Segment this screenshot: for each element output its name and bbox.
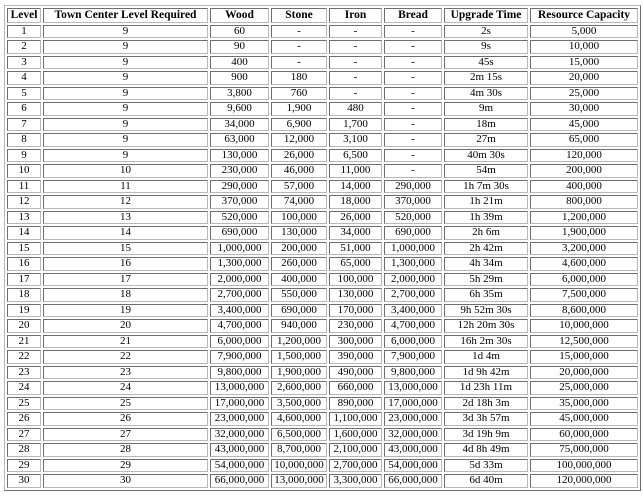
table-cell: 13,000,000 xyxy=(210,381,269,395)
table-cell: 45s xyxy=(444,56,528,70)
table-cell: 9,800,000 xyxy=(210,366,269,380)
header-row xyxy=(7,8,638,23)
table-row xyxy=(7,195,638,209)
table-cell: 12,500,000 xyxy=(530,335,638,349)
table-cell: - xyxy=(329,56,382,70)
table-row xyxy=(7,56,638,70)
table-cell: 60,000,000 xyxy=(530,428,638,442)
table-row xyxy=(7,71,638,85)
table-cell: 10,000 xyxy=(530,40,638,54)
table-cell: 9 xyxy=(43,87,208,101)
table-cell: 6,000,000 xyxy=(210,335,269,349)
table-cell: 20,000 xyxy=(530,71,638,85)
table-cell: 3,300,000 xyxy=(329,474,382,488)
column-header: Bread xyxy=(384,8,442,23)
table-cell: 2h 6m xyxy=(444,226,528,240)
table-cell: 43,000,000 xyxy=(210,443,269,457)
table-cell: 9 xyxy=(43,25,208,39)
table-cell: 28 xyxy=(43,443,208,457)
table-cell: 4 xyxy=(7,71,41,85)
column-header: Town Center Level Required xyxy=(43,8,208,23)
table-cell: 400,000 xyxy=(271,273,327,287)
table-cell: 6d 40m xyxy=(444,474,528,488)
table-cell: 5,000 xyxy=(530,25,638,39)
table-cell: 480 xyxy=(329,102,382,116)
table-cell: 1,000,000 xyxy=(210,242,269,256)
table-cell: 490,000 xyxy=(329,366,382,380)
table-cell: 2,000,000 xyxy=(210,273,269,287)
table-cell: 18 xyxy=(43,288,208,302)
table-cell: 230,000 xyxy=(329,319,382,333)
table-cell: 1h 39m xyxy=(444,211,528,225)
table-cell: 3,200,000 xyxy=(530,242,638,256)
table-cell: 2h 42m xyxy=(444,242,528,256)
table-cell: 130,000 xyxy=(329,288,382,302)
table-row xyxy=(7,149,638,163)
table-cell: 3,500,000 xyxy=(271,397,327,411)
table-body xyxy=(7,25,638,488)
table-cell: 4,700,000 xyxy=(210,319,269,333)
table-cell: 45,000 xyxy=(530,118,638,132)
column-header: Upgrade Time xyxy=(444,8,528,23)
table-cell: 65,000 xyxy=(530,133,638,147)
table-cell: 940,000 xyxy=(271,319,327,333)
table-cell: 3d 3h 57m xyxy=(444,412,528,426)
table-cell: 8 xyxy=(7,133,41,147)
table-cell: 1d 9h 42m xyxy=(444,366,528,380)
table-cell: 26 xyxy=(43,412,208,426)
table-row xyxy=(7,118,638,132)
table-cell: 1d 23h 11m xyxy=(444,381,528,395)
table-cell: 200,000 xyxy=(530,164,638,178)
table-cell: 760 xyxy=(271,87,327,101)
table-cell: 6 xyxy=(7,102,41,116)
table-cell: 45,000,000 xyxy=(530,412,638,426)
table-cell: 18,000 xyxy=(329,195,382,209)
table-cell: 9 xyxy=(43,149,208,163)
table-cell: 22 xyxy=(7,350,41,364)
table-row xyxy=(7,164,638,178)
table-cell: 690,000 xyxy=(210,226,269,240)
table-cell: 24 xyxy=(43,381,208,395)
table-cell: 12h 20m 30s xyxy=(444,319,528,333)
table-cell: 90 xyxy=(210,40,269,54)
table-cell: 66,000,000 xyxy=(384,474,442,488)
table-cell: 100,000 xyxy=(271,211,327,225)
table-cell: 370,000 xyxy=(210,195,269,209)
table-cell: 7 xyxy=(7,118,41,132)
table-cell: 1,100,000 xyxy=(329,412,382,426)
table-cell: 10 xyxy=(43,164,208,178)
table-cell: 4,600,000 xyxy=(271,412,327,426)
table-cell: 4h 34m xyxy=(444,257,528,271)
table-cell: 390,000 xyxy=(329,350,382,364)
table-cell: 230,000 xyxy=(210,164,269,178)
table-cell: 21 xyxy=(43,335,208,349)
table-cell: 15 xyxy=(43,242,208,256)
table-cell: 6,000,000 xyxy=(384,335,442,349)
table-cell: - xyxy=(329,71,382,85)
building-upgrade-table xyxy=(4,5,641,491)
table-cell: 2,700,000 xyxy=(384,288,442,302)
table-cell: 1,000,000 xyxy=(384,242,442,256)
table-cell: 9s xyxy=(444,40,528,54)
table-row xyxy=(7,180,638,194)
table-cell: 9m xyxy=(444,102,528,116)
table-cell: - xyxy=(329,40,382,54)
table-cell: - xyxy=(384,25,442,39)
table-cell: 300,000 xyxy=(329,335,382,349)
table-cell: 15,000 xyxy=(530,56,638,70)
table-cell: 23,000,000 xyxy=(210,412,269,426)
table-cell: 1h 21m xyxy=(444,195,528,209)
table-cell: 520,000 xyxy=(210,211,269,225)
table-cell: 120,000 xyxy=(530,149,638,163)
table-cell: 26,000 xyxy=(329,211,382,225)
table-cell: - xyxy=(384,118,442,132)
table-cell: 27 xyxy=(43,428,208,442)
table-cell: 34,000 xyxy=(329,226,382,240)
table-cell: 25 xyxy=(43,397,208,411)
table-cell: 34,000 xyxy=(210,118,269,132)
table-cell: 46,000 xyxy=(271,164,327,178)
table-cell: 13,000,000 xyxy=(271,474,327,488)
table-cell: 2s xyxy=(444,25,528,39)
table-cell: 5h 29m xyxy=(444,273,528,287)
table-cell: 10 xyxy=(7,164,41,178)
table-cell: 16 xyxy=(43,257,208,271)
table-cell: 1,900,000 xyxy=(530,226,638,240)
table-cell: 200,000 xyxy=(271,242,327,256)
table-cell: 17,000,000 xyxy=(210,397,269,411)
table-cell: 24 xyxy=(7,381,41,395)
column-header: Wood xyxy=(210,8,269,23)
table-cell: 4m 30s xyxy=(444,87,528,101)
table-cell: 60 xyxy=(210,25,269,39)
table-cell: 66,000,000 xyxy=(210,474,269,488)
table-cell: 7,500,000 xyxy=(530,288,638,302)
table-cell: 27m xyxy=(444,133,528,147)
table-cell: 30 xyxy=(7,474,41,488)
table-cell: 6,000,000 xyxy=(530,273,638,287)
table-cell: 1,900 xyxy=(271,102,327,116)
table-cell: 1,300,000 xyxy=(384,257,442,271)
table-cell: 2,600,000 xyxy=(271,381,327,395)
table-cell: 25,000,000 xyxy=(530,381,638,395)
table-cell: 6h 35m xyxy=(444,288,528,302)
table-cell: 17,000,000 xyxy=(384,397,442,411)
table-cell: 54,000,000 xyxy=(210,459,269,473)
table-cell: 1,900,000 xyxy=(271,366,327,380)
table-cell: 15,000,000 xyxy=(530,350,638,364)
table-row xyxy=(7,459,638,473)
table-cell: 15 xyxy=(7,242,41,256)
table-cell: 550,000 xyxy=(271,288,327,302)
table-cell: 2,000,000 xyxy=(384,273,442,287)
table-cell: 100,000,000 xyxy=(530,459,638,473)
table-cell: 25,000 xyxy=(530,87,638,101)
table-row xyxy=(7,25,638,39)
table-cell: - xyxy=(384,102,442,116)
table-cell: 19 xyxy=(7,304,41,318)
table-cell: 18m xyxy=(444,118,528,132)
table-row xyxy=(7,350,638,364)
table-cell: 290,000 xyxy=(210,180,269,194)
table-cell: 11 xyxy=(43,180,208,194)
table-cell: - xyxy=(384,87,442,101)
table-cell: - xyxy=(271,56,327,70)
table-cell: 130,000 xyxy=(271,226,327,240)
table-cell: 18 xyxy=(7,288,41,302)
table-cell: 800,000 xyxy=(530,195,638,209)
table-cell: 35,000,000 xyxy=(530,397,638,411)
table-cell: 6,900 xyxy=(271,118,327,132)
table-cell: 9 xyxy=(43,40,208,54)
table-cell: 26,000 xyxy=(271,149,327,163)
table-cell: 3,400,000 xyxy=(210,304,269,318)
column-header: Resource Capacity xyxy=(530,8,638,23)
table-cell: 690,000 xyxy=(384,226,442,240)
table-cell: 32,000,000 xyxy=(384,428,442,442)
table-cell: 23 xyxy=(43,366,208,380)
table-cell: 9 xyxy=(43,102,208,116)
table-cell: - xyxy=(384,133,442,147)
table-cell: 23,000,000 xyxy=(384,412,442,426)
table-row xyxy=(7,288,638,302)
table-cell: 3,400,000 xyxy=(384,304,442,318)
table-row xyxy=(7,273,638,287)
table-cell: 54,000,000 xyxy=(384,459,442,473)
table-cell: 660,000 xyxy=(329,381,382,395)
table-cell: 1 xyxy=(7,25,41,39)
table-cell: 51,000 xyxy=(329,242,382,256)
table-cell: 370,000 xyxy=(384,195,442,209)
table-cell: 32,000,000 xyxy=(210,428,269,442)
table-cell: - xyxy=(384,164,442,178)
table-cell: 54m xyxy=(444,164,528,178)
table-row xyxy=(7,133,638,147)
table-cell: 4,600,000 xyxy=(530,257,638,271)
table-cell: 100,000 xyxy=(329,273,382,287)
table-cell: 27 xyxy=(7,428,41,442)
table-cell: 12 xyxy=(43,195,208,209)
table-cell: 14 xyxy=(7,226,41,240)
table-row xyxy=(7,381,638,395)
table-row xyxy=(7,428,638,442)
table-cell: 12 xyxy=(7,195,41,209)
table-cell: - xyxy=(384,149,442,163)
table-cell: 20,000,000 xyxy=(530,366,638,380)
table-cell: 17 xyxy=(43,273,208,287)
table-cell: 13 xyxy=(7,211,41,225)
table-cell: 400,000 xyxy=(530,180,638,194)
table-row xyxy=(7,319,638,333)
table-cell: 3 xyxy=(7,56,41,70)
column-header: Iron xyxy=(329,8,382,23)
table-cell: 2,100,000 xyxy=(329,443,382,457)
table-cell: 120,000,000 xyxy=(530,474,638,488)
table-cell: 13,000,000 xyxy=(384,381,442,395)
table-row xyxy=(7,474,638,488)
table-row xyxy=(7,257,638,271)
table-cell: 3,800 xyxy=(210,87,269,101)
table-cell: 11,000 xyxy=(329,164,382,178)
table-cell: 9,600 xyxy=(210,102,269,116)
table-cell: 400 xyxy=(210,56,269,70)
table-cell: 170,000 xyxy=(329,304,382,318)
table-cell: 180 xyxy=(271,71,327,85)
table-row xyxy=(7,412,638,426)
table-cell: 890,000 xyxy=(329,397,382,411)
table-cell: 40m 30s xyxy=(444,149,528,163)
table-cell: 9h 52m 30s xyxy=(444,304,528,318)
table-cell: 14 xyxy=(43,226,208,240)
table-cell: 9 xyxy=(43,56,208,70)
table-cell: 28 xyxy=(7,443,41,457)
table-cell: 9 xyxy=(43,118,208,132)
table-cell: 16 xyxy=(7,257,41,271)
table-cell: - xyxy=(271,40,327,54)
table-cell: 65,000 xyxy=(329,257,382,271)
column-header: Stone xyxy=(271,8,327,23)
table-cell: 11 xyxy=(7,180,41,194)
table-cell: 30,000 xyxy=(530,102,638,116)
table-row xyxy=(7,226,638,240)
table-cell: 13 xyxy=(43,211,208,225)
table-cell: 3,100 xyxy=(329,133,382,147)
table-cell: - xyxy=(384,40,442,54)
table-cell: 12,000 xyxy=(271,133,327,147)
table-row xyxy=(7,87,638,101)
table-cell: 19 xyxy=(43,304,208,318)
table-cell: - xyxy=(271,25,327,39)
table-cell: 9 xyxy=(7,149,41,163)
table-cell: 1,200,000 xyxy=(530,211,638,225)
table-cell: 2,700,000 xyxy=(329,459,382,473)
table-cell: 3d 19h 9m xyxy=(444,428,528,442)
table-cell: 25 xyxy=(7,397,41,411)
table-row xyxy=(7,366,638,380)
table-cell: 6,500 xyxy=(329,149,382,163)
table-cell: 2 xyxy=(7,40,41,54)
table-cell: 23 xyxy=(7,366,41,380)
table-cell: 10,000,000 xyxy=(530,319,638,333)
table-cell: 5d 33m xyxy=(444,459,528,473)
table-cell: 29 xyxy=(43,459,208,473)
table-cell: 290,000 xyxy=(384,180,442,194)
table-cell: 260,000 xyxy=(271,257,327,271)
table-cell: 1,700 xyxy=(329,118,382,132)
table-cell: 21 xyxy=(7,335,41,349)
table-cell: 9 xyxy=(43,133,208,147)
table-cell: 63,000 xyxy=(210,133,269,147)
table-cell: - xyxy=(384,56,442,70)
table-cell: 4,700,000 xyxy=(384,319,442,333)
table-cell: 1,500,000 xyxy=(271,350,327,364)
table-cell: 520,000 xyxy=(384,211,442,225)
table-cell: 43,000,000 xyxy=(384,443,442,457)
table-cell: 690,000 xyxy=(271,304,327,318)
table-row xyxy=(7,397,638,411)
table-cell: 2,700,000 xyxy=(210,288,269,302)
table-cell: 20 xyxy=(43,319,208,333)
table-cell: 75,000,000 xyxy=(530,443,638,457)
table-cell: 130,000 xyxy=(210,149,269,163)
table-cell: 30 xyxy=(43,474,208,488)
table-cell: 8,700,000 xyxy=(271,443,327,457)
table-cell: 29 xyxy=(7,459,41,473)
table-cell: 74,000 xyxy=(271,195,327,209)
table-row xyxy=(7,102,638,116)
table-cell: 9,800,000 xyxy=(384,366,442,380)
table-cell: 7,900,000 xyxy=(384,350,442,364)
table-cell: 2m 15s xyxy=(444,71,528,85)
table-cell: 57,000 xyxy=(271,180,327,194)
table-row xyxy=(7,443,638,457)
table-cell: 900 xyxy=(210,71,269,85)
table-cell: 1h 7m 30s xyxy=(444,180,528,194)
column-header: Level xyxy=(7,8,41,23)
table-cell: - xyxy=(384,71,442,85)
table-row xyxy=(7,304,638,318)
table-cell: 2d 18h 3m xyxy=(444,397,528,411)
table-row xyxy=(7,211,638,225)
table-cell: 5 xyxy=(7,87,41,101)
table-cell: - xyxy=(329,25,382,39)
table-cell: 1,200,000 xyxy=(271,335,327,349)
table-cell: 9 xyxy=(43,71,208,85)
table-cell: 22 xyxy=(43,350,208,364)
table-cell: 6,500,000 xyxy=(271,428,327,442)
table-row xyxy=(7,335,638,349)
table-cell: 20 xyxy=(7,319,41,333)
table-cell: 1,600,000 xyxy=(329,428,382,442)
table-row xyxy=(7,242,638,256)
table-cell: 16h 2m 30s xyxy=(444,335,528,349)
table-cell: 26 xyxy=(7,412,41,426)
table-cell: - xyxy=(329,87,382,101)
table-cell: 8,600,000 xyxy=(530,304,638,318)
table-cell: 7,900,000 xyxy=(210,350,269,364)
table-cell: 1,300,000 xyxy=(210,257,269,271)
table-cell: 4d 8h 49m xyxy=(444,443,528,457)
table-row xyxy=(7,40,638,54)
table-cell: 14,000 xyxy=(329,180,382,194)
table-cell: 1d 4m xyxy=(444,350,528,364)
table-cell: 17 xyxy=(7,273,41,287)
table-cell: 10,000,000 xyxy=(271,459,327,473)
